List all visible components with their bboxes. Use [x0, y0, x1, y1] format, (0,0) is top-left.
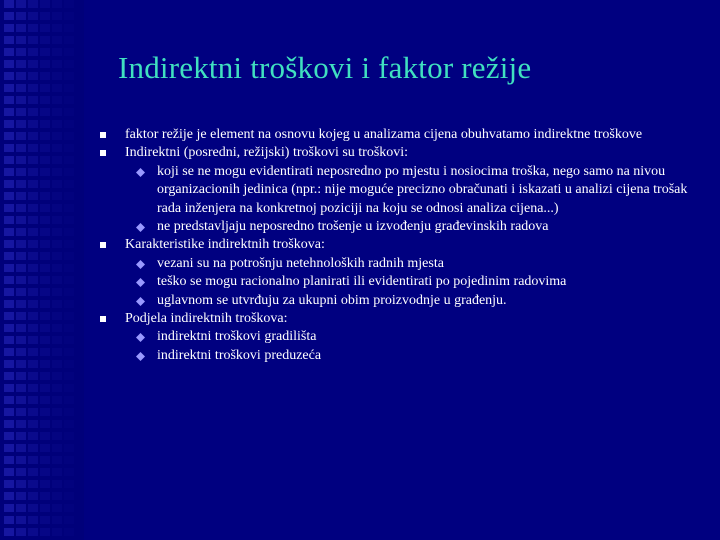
bullet-text: Podjela indirektnih troškova: [125, 311, 288, 327]
bullet-text: Indirektni (posredni, režijski) troškovi su troškovi: [125, 145, 409, 161]
sub-bullet-text: indirektni troškovi gradilišta [157, 329, 317, 345]
decorative-squares-column [4, 0, 14, 540]
sub-bullet-item [100, 255, 705, 273]
sub-bullet-item [100, 292, 705, 310]
decorative-square-strip [0, 0, 84, 540]
sub-bullet-item [100, 163, 705, 218]
bullet-list [100, 126, 705, 365]
diamond-bullet-icon [136, 333, 145, 342]
diamond-bullet-icon [136, 223, 145, 232]
square-bullet-icon [100, 242, 106, 248]
bullet-text: faktor režije je element na osnovu kojeg u analizama cijena obuhvatamo indirektne troškove [125, 127, 643, 142]
diamond-bullet-icon [136, 352, 145, 361]
sub-bullet-item [100, 347, 705, 365]
decorative-squares-column [16, 0, 26, 540]
decorative-squares-column [28, 0, 38, 540]
diamond-bullet-icon [136, 168, 145, 177]
bullet-item [100, 144, 705, 162]
bullet-item [100, 310, 705, 328]
sub-bullet-text: uglavnom se utvrđuju za ukupni obim proizvodnje u građenju. [157, 292, 507, 308]
sub-bullet-item [100, 218, 705, 236]
bullet-text: Karakteristike indirektnih troškova: [125, 237, 325, 253]
diamond-bullet-icon [136, 297, 145, 306]
decorative-squares-column [52, 0, 62, 540]
square-bullet-icon [100, 132, 106, 138]
sub-bullet-text: teško se mogu racionalno planirati ili evidentirati po pojedinim radovima [157, 274, 567, 290]
sub-bullet-text: vezani su na potrošnju netehnoloških radnih mjesta [157, 255, 444, 271]
square-bullet-icon [100, 316, 106, 322]
sub-bullet-item [100, 273, 705, 291]
diamond-bullet-icon [136, 278, 145, 287]
decorative-squares-column [64, 0, 74, 540]
decorative-squares-column [40, 0, 50, 540]
bullet-item [100, 126, 705, 144]
sub-bullet-text: ne predstavljaju neposredno trošenje u izvođenju građevinskih radova [157, 219, 549, 235]
slide-title: Indirektni troškovi i faktor režije [118, 50, 532, 85]
bullet-item [100, 236, 705, 254]
sub-bullet-text: indirektni troškovi preduzeća [157, 347, 322, 363]
diamond-bullet-icon [136, 260, 145, 269]
square-bullet-icon [100, 150, 106, 156]
sub-bullet-item [100, 328, 705, 346]
sub-bullet-text: koji se ne mogu evidentirati neposredno po mjestu i nosiocima troška, nego samo na nivou organizacionih jedinica (npr.: nije moguće precizno obračunati i iskazati u analizi cijena trošak rada inženjera na konkretnoj poziciji na koju se odnosi analiza cijena...) [157, 163, 688, 216]
